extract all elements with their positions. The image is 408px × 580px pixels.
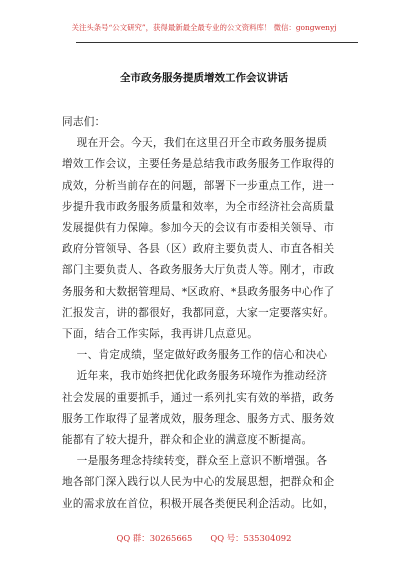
body-line: 业的需求放在首位，积极开展各类便民利企活动。比如， [62,497,335,510]
qq-number: 535304092 [243,533,292,543]
body-line: 政府分管领导、各县（区）政府主要负责人、市直各相关 [62,243,335,256]
body-line: 近年来，我市始终把优化政务服务环境作为推动经济 [62,370,328,383]
body-line: 下面，结合工作实际，我再讲几点意见。 [62,328,259,341]
body-line: 地各部门深入践行以人民为中心的发展思想，把群众和企 [62,476,335,489]
body-line: 现在开会。今天，我们在这里召开全市政务服务提质 [62,137,328,150]
body-line: 步提升我市政务服务质量和效率，为全市经济社会高质量 [62,200,335,213]
body-line: 服务工作取得了显著成效，服务理念、服务方式、服务效 [62,412,335,425]
body-line: 发展提供有力保障。参加今天的会议有市委相关领导、市 [62,222,335,235]
body-line: 社会发展的重要抓手，通过一系列扎实有效的举措，政务 [62,391,335,404]
body-line: 一是服务理念持续转变，群众至上意识不断增强。各 [62,455,328,468]
qq-group-number: 30265665 [149,533,193,543]
section-heading: 一、肯定成绩，坚定做好政务服务工作的信心和决心 [62,349,328,362]
footer-contact [0,532,408,544]
salutation: 同志们： [62,116,106,128]
body-line: 部门主要负责人、各政务服务大厅负责人等。刚才，市政 [62,264,335,277]
body-line: 务服务和大数据管理局、*区政府、*县政务服务中心作了 [62,285,335,298]
document-body [62,112,345,515]
body-line: 汇报发言，讲的都很好，我都同意，大家一定要落实好。 [62,306,335,319]
document-title: 全市政务服务提质增效工作会议讲话 [120,72,288,84]
qq-label: QQ 号： [210,533,244,543]
body-line: 能都有了较大提升，群众和企业的满意度不断提高。 [62,434,313,447]
body-line: 成效，分析当前存在的问题，部署下一步重点工作，进一 [62,179,335,192]
qq-group-label: QQ 群： [116,533,150,543]
header-divider [76,42,358,43]
header-notice: 关注头条号“公文研究”，获得最新最全最专业的公文资料库！ 微信：gongwenyj [71,23,337,32]
body-line: 增效工作会议，主要任务是总结我市政务服务工作取得的 [62,158,335,171]
